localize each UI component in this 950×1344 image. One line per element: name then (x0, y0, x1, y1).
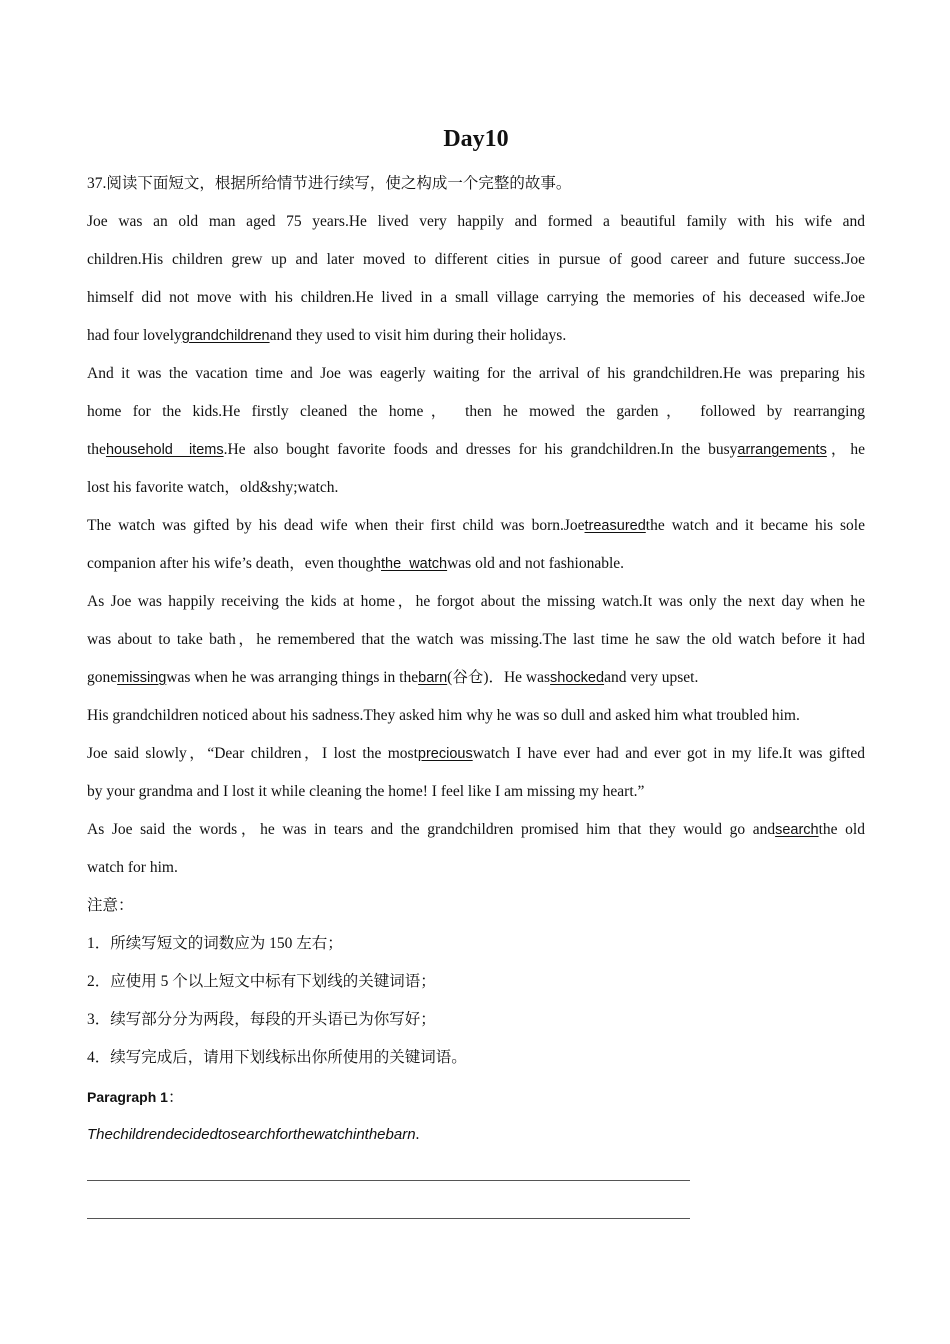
paragraph-1-colon: ： (167, 1089, 184, 1106)
passage-text: companion after his wife’s death，even though (87, 555, 381, 572)
keyword-arrangements: arrangements (737, 442, 827, 458)
passage-line: As Joe was happily receiving the kids at home，he forgot about the missing watch.It was only the next day when he (87, 593, 865, 610)
passage-text: the old (818, 821, 865, 838)
passage-line: And it was the vacation time and Joe was eagerly waiting for the arrival of his grandchildren.He was preparing his (87, 365, 865, 382)
keyword-search: search (775, 822, 819, 838)
paragraph-1-period: . (415, 1126, 420, 1143)
paragraph-1-label-text: Paragraph 1 (87, 1089, 168, 1105)
keyword-the-watch: the watch (381, 556, 448, 572)
passage-text: the watch and it became his sole (645, 517, 865, 534)
note-item: 2．应使用 5 个以上短文中标有下划线的关键词语； (87, 973, 436, 990)
note-item: 4．续写完成后，请用下划线标出你所使用的关键词语。 (87, 1049, 467, 1066)
passage-line (87, 744, 865, 764)
notes-heading: 注意： (87, 897, 134, 914)
writing-line[interactable] (87, 1218, 690, 1219)
passage-text: The watch was gifted by his dead wife when their first child was born.Joe (87, 517, 585, 534)
passage-text: .He also bought favorite foods and dresses for his grandchildren.In the busy (223, 441, 738, 458)
page-title: Day10 (443, 126, 509, 152)
passage-text: the (87, 441, 106, 458)
passage-text: was old and not fashionable. (447, 555, 625, 572)
paragraph-1-label (87, 1087, 865, 1108)
passage-line: was about to take bath，he remembered that the watch was missing.The last time he saw the old watch before it had (87, 631, 865, 648)
passage-line: Joe was an old man aged 75 years.He lived very happily and formed a beautiful family with his wife and (87, 213, 865, 230)
passage-text: ，he (826, 441, 866, 458)
passage-line: home for the kids.He firstly cleaned the home， then he mowed the garden， followed by rearranging (87, 403, 865, 420)
passage-text: and they used to visit him during their holidays. (269, 327, 567, 344)
passage-line (87, 554, 865, 574)
paragraph-1-opening-text: Thechildrendecidedtosearchforthewatchinthebarn (87, 1126, 416, 1143)
keyword-precious: precious (417, 746, 473, 762)
passage-text: As Joe said the words，he was in tears and the grandchildren promised him that they would go and (87, 821, 776, 838)
passage-text: was when he was arranging things in the (166, 669, 419, 686)
passage-line (87, 516, 865, 536)
keyword-shocked: shocked (550, 670, 605, 686)
paragraph-1-opening (87, 1125, 865, 1145)
passage-line: children.His children grew up and later moved to different cities in pursue of good career and future success.Joe (87, 251, 865, 268)
passage-line: lost his favorite watch，old&shy;watch. (87, 479, 339, 496)
passage-line: watch for him. (87, 859, 178, 876)
keyword-treasured: treasured (584, 518, 646, 534)
passage-line (87, 668, 865, 688)
note-item: 1．所续写短文的词数应为 150 左右； (87, 935, 343, 952)
instruction-text: 37.阅读下面短文，根据所给情节进行续写，使之构成一个完整的故事。 (87, 175, 572, 192)
passage-line: by your grandma and I lost it while cleaning the home! I feel like I am missing my heart.” (87, 783, 645, 800)
passage-line: himself did not move with his children.He lived in a small village carrying the memories of his deceased wife.Joe (87, 289, 865, 306)
passage-text: gone (87, 669, 118, 686)
passage-line: His grandchildren noticed about his sadness.They asked him why he was so dull and asked him what troubled him. (87, 707, 800, 724)
passage-line (87, 820, 865, 840)
note-item: 3．续写部分分为两段，每段的开头语已为你写好； (87, 1011, 436, 1028)
passage-line (87, 440, 865, 460)
passage-line (87, 326, 865, 346)
passage-text: had four lovely (87, 327, 182, 344)
keyword-missing: missing (117, 670, 167, 686)
passage-text: Joe said slowly，“Dear children，I lost the most (87, 745, 418, 762)
passage-text: and very upset. (604, 669, 699, 686)
passage-text: watch I have ever had and ever got in my life.It was gifted (472, 745, 865, 762)
keyword-grandchildren: grandchildren (181, 328, 270, 344)
keyword-household-items: household items (105, 442, 224, 458)
passage-text: (谷仓)．He was (447, 669, 551, 686)
writing-line[interactable] (87, 1180, 690, 1181)
keyword-barn: barn (418, 670, 448, 686)
